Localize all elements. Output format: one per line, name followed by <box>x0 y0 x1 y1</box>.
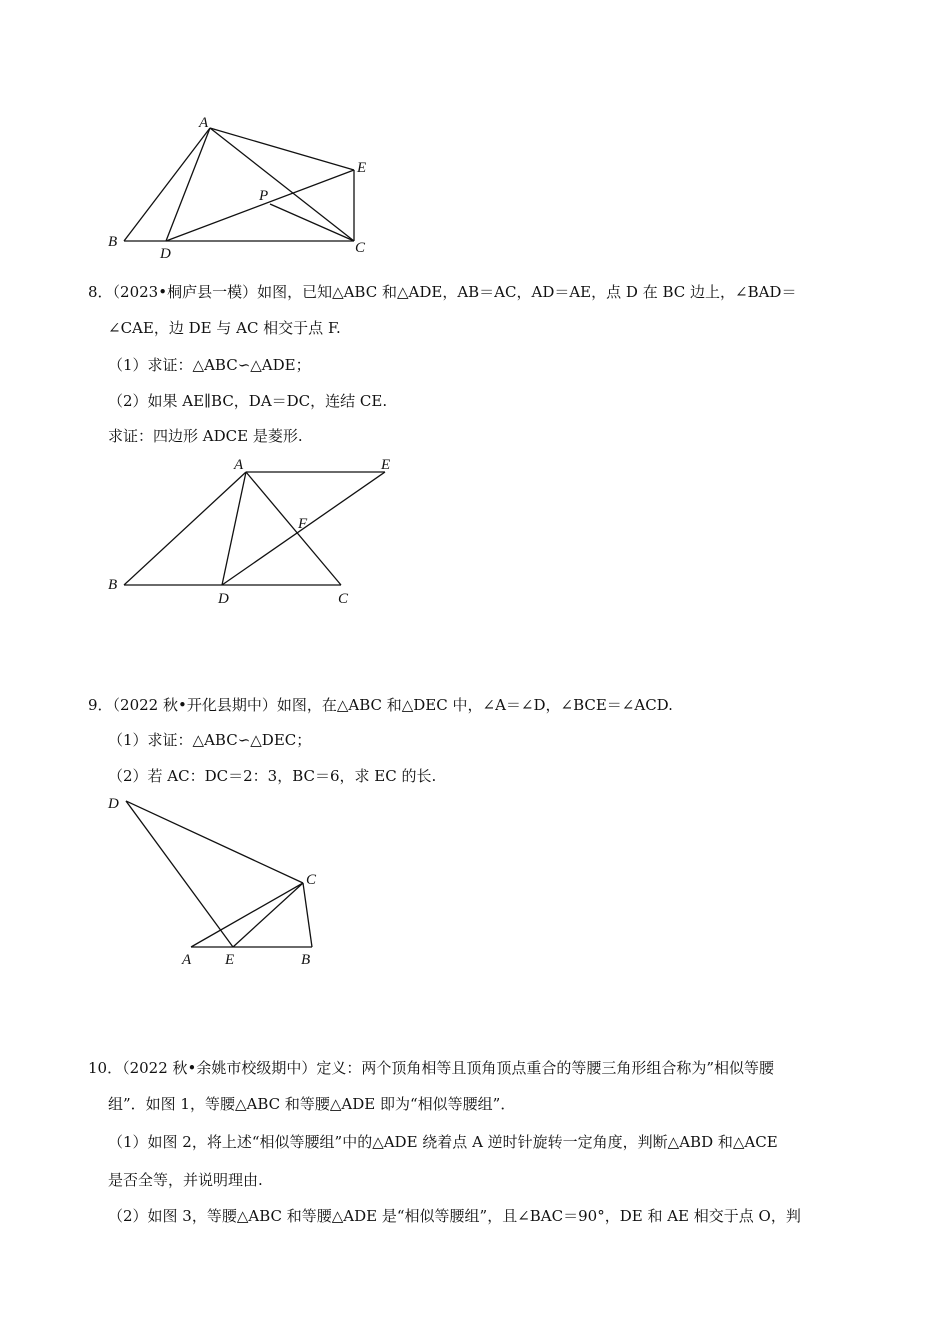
segment-AC <box>191 883 303 947</box>
label-D: D <box>160 246 171 262</box>
segment-PC <box>270 204 354 241</box>
segment-AC <box>210 128 354 241</box>
figure-problem-7 <box>0 0 950 280</box>
problem-10-part-2: （2）如图 3，等腰△ABC 和等腰△ADE 是“相似等腰组”，且∠BAC＝90°，DE 和 AE 相交于点 O，判 <box>108 1207 801 1225</box>
problem-10-line-2: 组”．如图 1，等腰△ABC 和等腰△ADE 即为“相似等腰组”． <box>108 1095 516 1113</box>
segment-AD <box>222 472 246 585</box>
problem-8-part-2b: 求证：四边形 ADCE 是菱形. <box>108 427 303 445</box>
figure-problem-8 <box>0 450 950 630</box>
label-E: E <box>225 952 235 968</box>
segment-DE <box>126 801 233 947</box>
problem-10-part-1a: （1）如图 2，将上述“相似等腰组”中的△ADE 绕着点 A 逆时针旋转一定角度，判断△ABD 和△ACE <box>108 1133 778 1151</box>
problem-10-line-1: 10．（2022 秋•余姚市校级期中）定义：两个顶角相等且顶角顶点重合的等腰三角形组合称为”相似等腰 <box>88 1059 775 1077</box>
problem-8-part-1: （1）求证：△ABC∽△ADE； <box>108 356 311 374</box>
segment-AB <box>124 472 246 585</box>
problem-8-line-1: 8．（2023•桐庐县一模）如图，已知△ABC 和△ADE，AB＝AC，AD＝AE，点 D 在 BC 边上，∠BAD＝ <box>88 283 797 301</box>
label-C: C <box>355 240 366 256</box>
label-A: A <box>182 952 192 968</box>
label-A: A <box>199 115 209 131</box>
label-A: A <box>234 457 244 473</box>
label-B: B <box>108 577 118 593</box>
label-B: B <box>301 952 311 968</box>
label-B: B <box>108 234 118 250</box>
segment-EC <box>233 883 303 947</box>
segment-DC <box>126 801 303 883</box>
label-P: P <box>259 188 269 204</box>
segment-DE <box>166 170 354 241</box>
label-E: E <box>381 457 391 473</box>
label-C: C <box>306 872 317 888</box>
problem-10-part-1b: 是否全等，并说明理由. <box>108 1171 263 1189</box>
segment-AC <box>246 472 341 585</box>
problem-8-part-2: （2）如果 AE∥BC，DA＝DC，连结 CE. <box>108 392 388 410</box>
segment-AB <box>124 128 210 241</box>
label-D: D <box>218 591 229 607</box>
problem-9-part-1: （1）求证：△ABC∽△DEC； <box>108 731 312 749</box>
problem-8-line-2: ∠CAE，边 DE 与 AC 相交于点 F. <box>108 319 341 337</box>
figure-problem-9 <box>0 790 950 980</box>
problem-9-line-1: 9．（2022 秋•开化县期中）如图，在△ABC 和△DEC 中，∠A＝∠D，∠BCE＝∠ACD. <box>88 696 673 714</box>
problem-9-part-2: （2）若 AC：DC＝2：3，BC＝6，求 EC 的长. <box>108 767 437 785</box>
segment-AE <box>210 128 354 170</box>
segment-AD <box>166 128 210 241</box>
label-F: F <box>298 516 308 532</box>
label-C: C <box>338 591 349 607</box>
label-D: D <box>108 796 119 812</box>
label-E: E <box>357 160 367 176</box>
segment-CB <box>303 883 312 947</box>
